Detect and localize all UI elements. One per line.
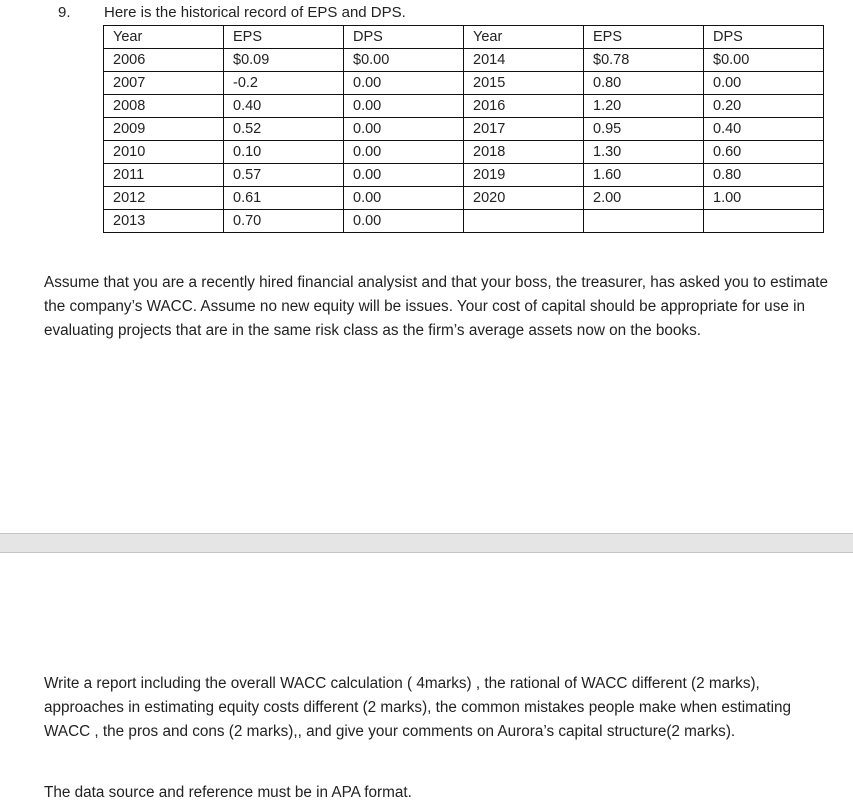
table-cell: 1.60 xyxy=(584,164,704,187)
table-cell: 2020 xyxy=(464,187,584,210)
table-cell: 0.70 xyxy=(224,210,344,233)
table-cell: 2007 xyxy=(104,72,224,95)
table-cell xyxy=(584,210,704,233)
table-cell: $0.00 xyxy=(344,49,464,72)
table-cell: 0.00 xyxy=(344,210,464,233)
table-cell: 1.30 xyxy=(584,141,704,164)
table-cell: $0.09 xyxy=(224,49,344,72)
table-cell: 0.60 xyxy=(704,141,824,164)
table-cell: 0.10 xyxy=(224,141,344,164)
report-instructions-paragraph: Write a report including the overall WACC calculation ( 4marks) , the rational of WACC different (2 marks), approaches in estimating equity costs different (2 marks), the common mistakes people make when estimating WACC , the pros and cons (2 marks),, and give your comments on Aurora’s capital structure(2 marks). xyxy=(44,675,792,740)
question-text: Here is the historical record of EPS and DPS. xyxy=(104,4,406,21)
table-cell: 2017 xyxy=(464,118,584,141)
table-cell: 0.00 xyxy=(344,72,464,95)
table-cell xyxy=(704,210,824,233)
table-cell: 0.61 xyxy=(224,187,344,210)
table-cell: 0.00 xyxy=(344,187,464,210)
table-cell: 0.20 xyxy=(704,95,824,118)
table-cell: 2018 xyxy=(464,141,584,164)
table-cell: 0.40 xyxy=(704,118,824,141)
table-cell: 2015 xyxy=(464,72,584,95)
table-cell: 2014 xyxy=(464,49,584,72)
table-cell: 0.00 xyxy=(344,95,464,118)
table-cell: 1.00 xyxy=(704,187,824,210)
table-cell xyxy=(464,210,584,233)
table-cell: 0.52 xyxy=(224,118,344,141)
table-cell: 2013 xyxy=(104,210,224,233)
column-header: Year xyxy=(464,26,584,49)
table-cell: $0.78 xyxy=(584,49,704,72)
table-cell: 0.00 xyxy=(344,118,464,141)
table-cell: $0.00 xyxy=(704,49,824,72)
table-row xyxy=(104,72,824,95)
table-row xyxy=(104,164,824,187)
table-cell: 2019 xyxy=(464,164,584,187)
table-cell: 0.57 xyxy=(224,164,344,187)
column-header: DPS xyxy=(704,26,824,49)
table-row xyxy=(104,141,824,164)
reference-note: The data source and reference must be in APA format. xyxy=(44,784,412,801)
table-cell: 2012 xyxy=(104,187,224,210)
table-cell: 0.80 xyxy=(584,72,704,95)
table-row xyxy=(104,210,824,233)
table-cell: 0.00 xyxy=(704,72,824,95)
table-row xyxy=(104,187,824,210)
column-header: EPS xyxy=(224,26,344,49)
page-break-divider xyxy=(0,533,853,553)
table-cell: 0.95 xyxy=(584,118,704,141)
table-cell: 2.00 xyxy=(584,187,704,210)
table-cell: 0.80 xyxy=(704,164,824,187)
table-cell: -0.2 xyxy=(224,72,344,95)
table-cell: 0.40 xyxy=(224,95,344,118)
table-cell: 1.20 xyxy=(584,95,704,118)
eps-dps-table xyxy=(103,25,824,233)
table-header-row xyxy=(104,26,824,49)
table-cell: 2011 xyxy=(104,164,224,187)
assumption-paragraph: Assume that you are a recently hired financial analysist and that your boss, the treasurer, has asked you to estimate the company’s WACC. Assume no new equity will be issues. Your cost of capital should be appropriate for use in evaluating projects that are in the same risk class as the firm’s average assets now on the books. xyxy=(44,274,828,339)
table-row xyxy=(104,95,824,118)
question-number: 9. xyxy=(58,4,71,21)
column-header: Year xyxy=(104,26,224,49)
table-cell: 0.00 xyxy=(344,141,464,164)
table-row xyxy=(104,118,824,141)
table-cell: 0.00 xyxy=(344,164,464,187)
column-header: DPS xyxy=(344,26,464,49)
question-heading xyxy=(58,4,406,21)
table-cell: 2008 xyxy=(104,95,224,118)
table-cell: 2016 xyxy=(464,95,584,118)
column-header: EPS xyxy=(584,26,704,49)
table-cell: 2009 xyxy=(104,118,224,141)
table-cell: 2010 xyxy=(104,141,224,164)
table-row xyxy=(104,49,824,72)
table-cell: 2006 xyxy=(104,49,224,72)
